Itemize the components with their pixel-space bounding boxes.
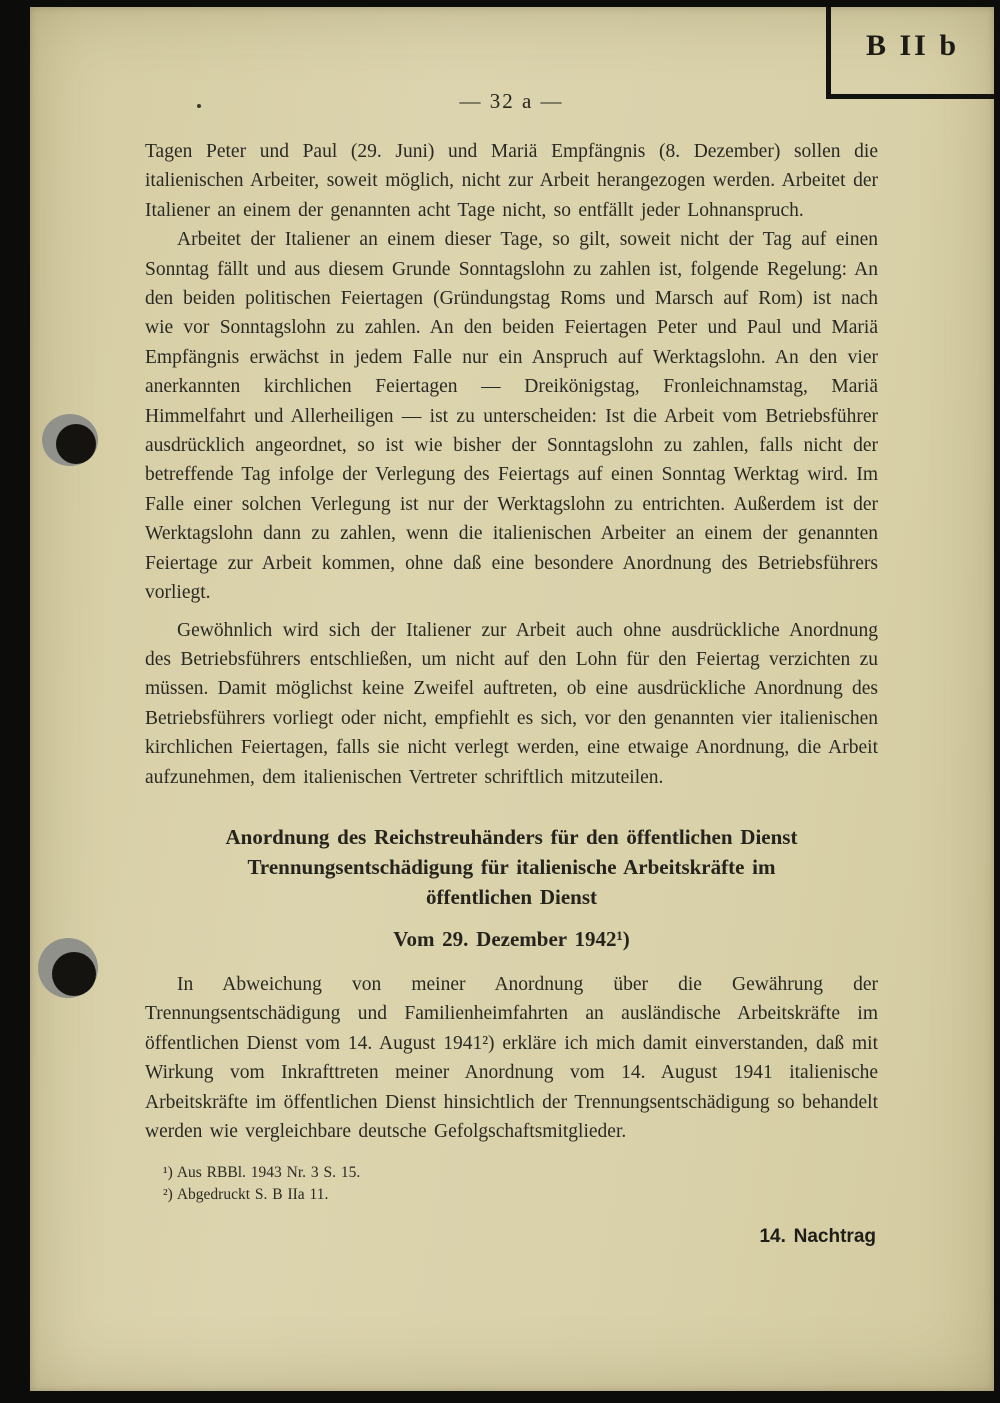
paper-sheet [30, 7, 994, 1391]
hole-punch-hole [52, 952, 96, 996]
footnote: ²) Abgedruckt S. B IIa 11. [163, 1186, 329, 1204]
hole-punch [38, 938, 98, 998]
heading-line: Trennungsentschädigung für italienische Arbeitskräfte im [247, 854, 776, 879]
classification-tab [826, 7, 994, 99]
paragraph: In Abweichung von meiner Anordnung über die Gewährung der Trennungsentschädigung und Familienheimfahrten an ausländische Arbeitskräfte im öffentlichen Dienst vom 14. August 1941²) erkläre ich mich damit einverstanden, daß mit Wirkung vom Inkrafttreten meiner Anordnung vom 14. August 1941 italienische Arbeitskräfte im öffentlichen Dienst hinsichtlich der Trennungsentschädigung so behandelt werden wie vergleichbare deutsche Gefolgschaftsmitglieder. [145, 973, 878, 1142]
text-block [145, 137, 878, 1252]
heading-line: öffentlichen Dienst [425, 884, 598, 909]
footnote: ¹) Aus RBBl. 1943 Nr. 3 S. 15. [163, 1164, 361, 1182]
hole-punch [42, 414, 98, 466]
decree-date: Vom 29. Dezember 1942¹) [393, 926, 630, 951]
heading-line: Anordnung des Reichstreuhänders für den öffentlichen Dienst [225, 824, 798, 849]
hole-punch-hole [56, 424, 96, 464]
paragraph: Gewöhnlich wird sich der Italiener zur Arbeit auch ohne ausdrückliche Anordnung des Betriebsführers entschließen, um nicht auf den Lohn für den Feiertag verzichten zu müssen. Damit möglichst keine Zweifel auftreten, ob eine ausdrückliche Anordnung des Betriebsführers vorliegt oder nicht, empfiehlt es sich, vor den genannten vier italienischen kirchlichen Feiertagen, falls sie nicht verlegt werden, eine etwaige Anordnung, die Arbeit aufzunehmen, dem italienischen Vertreter schriftlich mitzuteilen. [145, 619, 878, 788]
paragraph-continuation: Tagen Peter und Paul (29. Juni) und Mariä Empfängnis (8. Dezember) sollen die italienischen Arbeiter, soweit möglich, nicht zur Arbeit herangezogen werden. Arbeitet der Italiener an einem der genannten acht Tage nicht, so entfällt jeder Lohnanspruch. [145, 141, 878, 221]
footnotes [163, 1162, 878, 1206]
supplement-label: 14. Nachtrag [759, 1226, 876, 1248]
ink-speck [197, 104, 201, 108]
page-number: — 32 a — [459, 89, 564, 113]
paragraph: Arbeitet der Italiener an einem dieser Tage, so gilt, soweit nicht der Tag auf einen Sonntag fällt und aus diesem Grunde Sonntagslohn zu zahlen ist, folgende Regelung: An den beiden politischen Feiertagen (Gründungstag Roms und Marsch auf Rom) ist nach wie vor Sonntagslohn zu zahlen. An den beiden Feiertagen Peter und Paul und Mariä Empfängnis erwächst in jedem Falle nur ein Anspruch auf Werktagslohn. An den vier anerkannten kirchlichen Feiertagen — Dreikönigstag, Fronleichnamstag, Mariä Himmelfahrt und Allerheiligen — ist zu unterscheiden: Ist die Arbeit vom Betriebsführer ausdrücklich angeordnet, so ist wie bisher der Sonntagslohn zu zahlen, falls nicht der betreffende Tag infolge der Verlegung des Feiertags auf einen Sonntag Werktag wird. Im Falle einer solchen Verlegung ist nur der Werktagslohn zu entrichten. Außerdem ist der Werktagslohn dann zu zahlen, wenn die italienischen Arbeiter an einem der genannten Feiertage zur Arbeit kommen, ohne daß eine besondere Anordnung des Betriebsführers vorliegt. [145, 229, 878, 604]
section-heading [145, 822, 878, 912]
classification-label: B II b [865, 29, 960, 62]
